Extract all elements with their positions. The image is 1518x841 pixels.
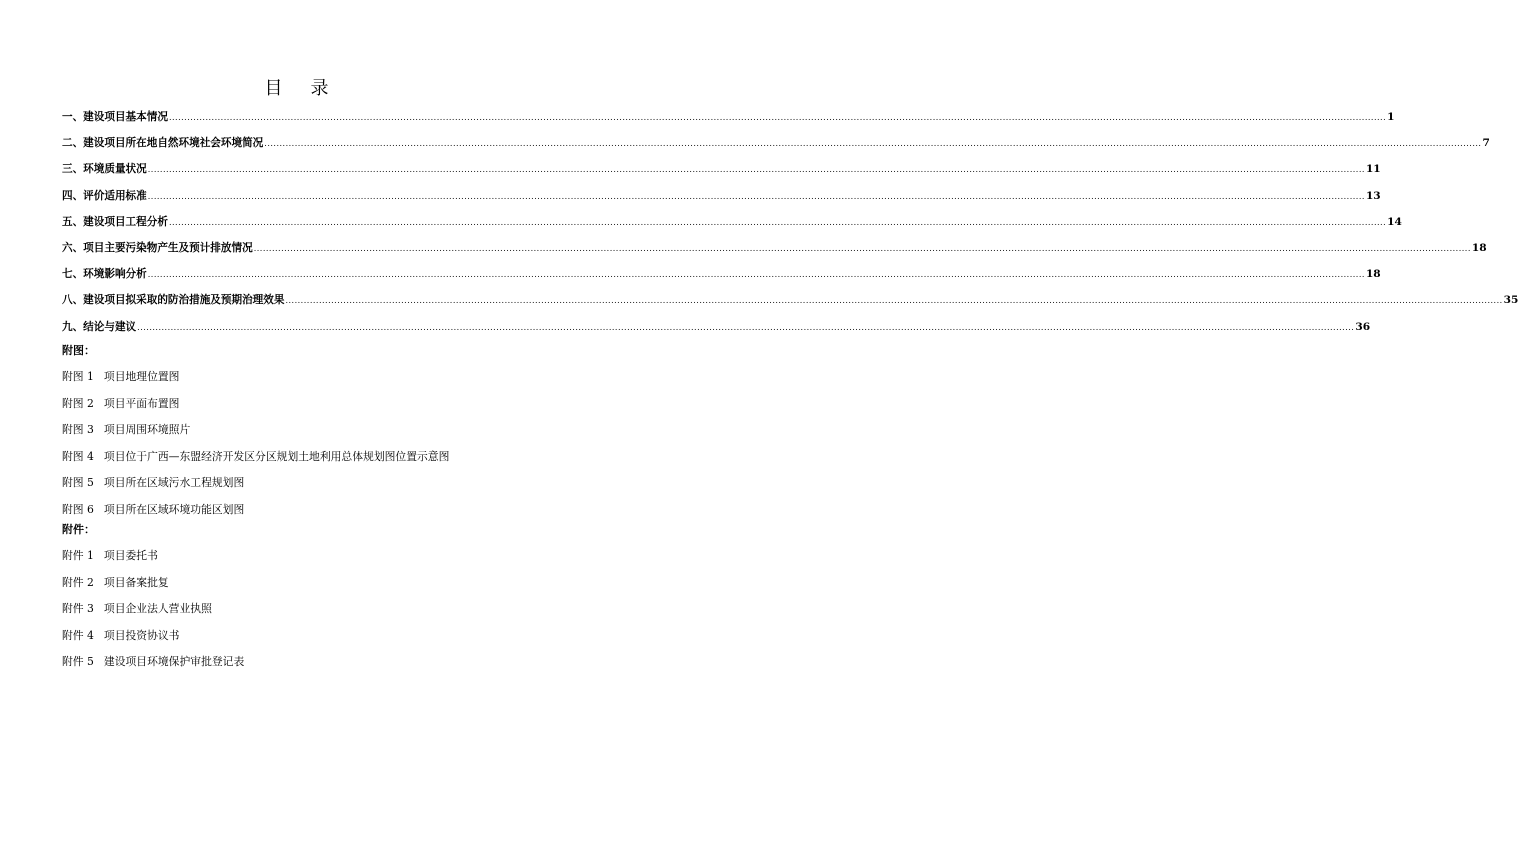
attachment-title: 项目备案批复 [103, 575, 169, 589]
toc-entry[interactable] [62, 130, 1490, 156]
toc-entry-page: 18 [1365, 268, 1381, 281]
attachment-title: 项目投资协议书 [103, 628, 180, 642]
attachments-section [62, 517, 542, 676]
attachment-title: 项目委托书 [103, 549, 158, 562]
toc-entry-page: 14 [1387, 215, 1402, 228]
toc-entry[interactable] [62, 104, 1395, 130]
toc-leader-dots: ................................................................................................................................................................................................................................................................................................................................................................................................................ [285, 296, 1503, 306]
toc-entry-label: 一、建设项目基本情况 [62, 111, 168, 123]
toc-leader-dots: ................................................................................................................................................................................................................................................................................................................................................................................................................ [168, 217, 1387, 227]
toc-leader-dots: ................................................................................................................................................................................................................................................................................................................................................................................................................ [137, 322, 1355, 332]
toc-leader-dots: ................................................................................................................................................................................................................................................................................................................................................................................................................ [147, 270, 1365, 280]
toc-entry-label: 六、项目主要污染物产生及预计排放情况 [62, 241, 253, 254]
toc-entry-page: 36 [1355, 320, 1371, 333]
attachment-number: 附件 4 [62, 628, 94, 642]
attachment-item [62, 649, 542, 676]
figure-title: 项目周围环境照片 [103, 423, 191, 436]
title-char-2: 录 [310, 78, 331, 99]
figure-title: 项目所在区域污水工程规划图 [103, 476, 245, 489]
attachments-heading: 附件： [62, 523, 95, 536]
attachment-number: 附件 1 [62, 549, 94, 562]
figure-number: 附图 5 [62, 476, 94, 489]
figure-number: 附图 1 [62, 370, 94, 383]
figure-item [62, 470, 542, 497]
toc-entry-page: 1 [1387, 111, 1395, 123]
toc-entry-label: 八、建设项目拟采取的防治措施及预期治理效果 [62, 294, 285, 307]
toc-entry[interactable] [62, 261, 1381, 287]
figure-number: 附图 6 [62, 502, 94, 516]
table-of-contents [62, 104, 1518, 340]
toc-leader-dots: ................................................................................................................................................................................................................................................................................................................................................................................................................ [168, 113, 1387, 122]
figure-number: 附图 4 [62, 449, 94, 463]
toc-entry-label: 七、环境影响分析 [62, 268, 147, 281]
toc-entry[interactable] [62, 183, 1381, 209]
attachment-number: 附件 5 [62, 655, 94, 668]
figures-heading: 附图： [62, 344, 95, 357]
attachment-number: 附件 3 [62, 602, 94, 615]
toc-entry[interactable] [62, 287, 1518, 313]
attachment-item [62, 596, 542, 623]
toc-entry-label: 四、评价适用标准 [62, 189, 147, 202]
toc-entry-label: 九、结论与建议 [62, 320, 137, 333]
toc-entry-label: 二、建设项目所在地自然环境社会环境简况 [62, 137, 264, 150]
attachment-title: 项目企业法人营业执照 [103, 602, 212, 615]
toc-entry-page: 11 [1365, 163, 1381, 176]
toc-entry-label: 三、环境质量状况 [62, 163, 147, 176]
figure-title: 项目位于广西—东盟经济开发区分区规划土地利用总体规划图位置示意图 [103, 449, 450, 463]
toc-entry-page: 13 [1365, 189, 1381, 202]
title-char-1: 目 [264, 78, 285, 99]
toc-leader-dots: ................................................................................................................................................................................................................................................................................................................................................................................................................ [253, 243, 1471, 253]
toc-leader-dots: ................................................................................................................................................................................................................................................................................................................................................................................................................ [147, 165, 1365, 175]
toc-entry-page: 7 [1482, 137, 1490, 150]
attachment-number: 附件 2 [62, 575, 94, 589]
attachment-item [62, 623, 542, 650]
attachment-item [62, 543, 542, 570]
figure-number: 附图 2 [62, 396, 94, 410]
figure-item [62, 417, 542, 444]
figure-title: 项目所在区域环境功能区划图 [103, 502, 245, 516]
figure-item [62, 364, 542, 391]
toc-entry-page: 35 [1503, 294, 1518, 307]
figure-title: 项目地理位置图 [103, 370, 180, 383]
toc-entry-label: 五、建设项目工程分析 [62, 215, 168, 228]
figure-number: 附图 3 [62, 423, 94, 436]
toc-entry[interactable] [62, 209, 1402, 235]
toc-entry[interactable] [62, 235, 1487, 261]
figure-item [62, 391, 542, 418]
figure-title: 项目平面布置图 [103, 396, 180, 410]
toc-entry[interactable] [62, 314, 1371, 340]
toc-entry-page: 18 [1471, 241, 1487, 254]
attachment-item [62, 570, 542, 597]
attachment-title: 建设项目环境保护审批登记表 [103, 655, 245, 668]
figures-section [62, 338, 542, 523]
toc-leader-dots: ................................................................................................................................................................................................................................................................................................................................................................................................................ [264, 139, 1482, 149]
toc-entry[interactable] [62, 156, 1381, 182]
page-title [0, 74, 595, 100]
toc-leader-dots: ................................................................................................................................................................................................................................................................................................................................................................................................................ [147, 191, 1365, 201]
figure-item [62, 444, 542, 471]
